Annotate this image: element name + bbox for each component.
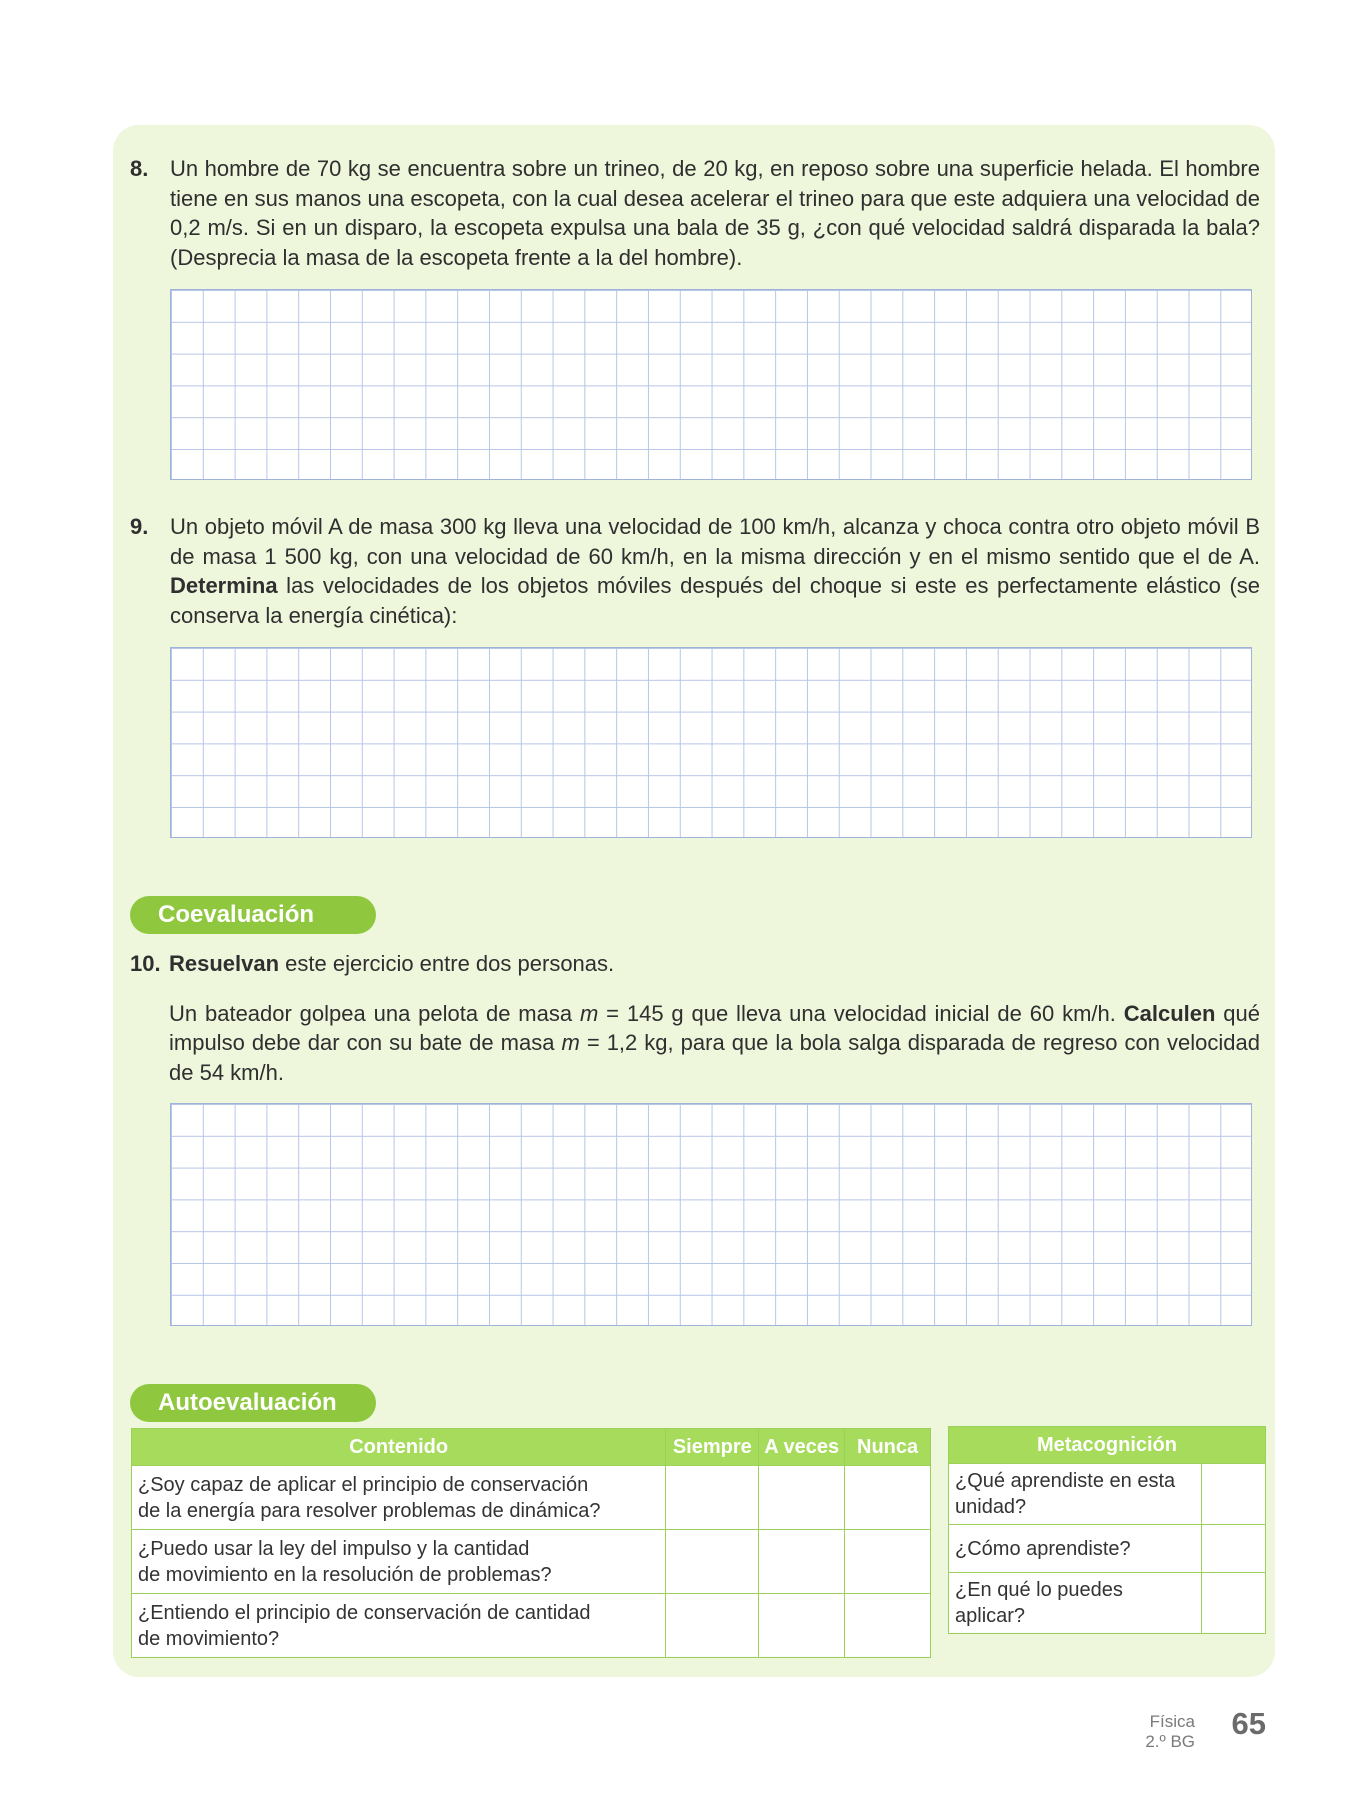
table-row	[949, 1464, 1266, 1525]
autoevaluacion-badge: Autoevaluación	[130, 1384, 376, 1422]
cell-a-veces[interactable]	[759, 1530, 845, 1594]
row-content	[132, 1530, 666, 1594]
cell-nunca[interactable]	[845, 1594, 931, 1658]
table-row	[132, 1530, 931, 1594]
question-9	[130, 512, 1260, 630]
question-number: 8.	[130, 156, 149, 181]
question-number: 9.	[130, 514, 149, 539]
line: de movimiento en la resolución de problemas?	[138, 1563, 552, 1586]
line: unidad?	[955, 1496, 1027, 1518]
answer-cell[interactable]	[1202, 1573, 1266, 1634]
text-part: qué impulso debe dar con su bate de masa	[169, 1000, 1260, 1055]
header-siempre: Siempre	[666, 1429, 759, 1466]
cell-siempre[interactable]	[666, 1466, 759, 1530]
line: de movimiento?	[138, 1627, 280, 1650]
grade-level: 2.º BG	[1145, 1732, 1195, 1751]
table-row	[949, 1525, 1266, 1573]
bold-verb: Determina	[170, 573, 278, 598]
cell-nunca[interactable]	[845, 1466, 931, 1530]
text-part: Un objeto móvil A de masa 300 kg lleva una velocidad de 100 km/h, alcanza y choca contra otro objeto móvil B de masa 1 500 kg, con una velocidad de 60 km/h, en la misma dirección y en el mismo sentido que el de A.	[170, 514, 1260, 569]
text-part: este ejercicio entre dos personas.	[279, 951, 615, 976]
answer-grid-10[interactable]	[170, 1103, 1252, 1326]
row-content: ¿Cómo aprendiste?	[949, 1525, 1202, 1573]
page-number: 65	[1231, 1706, 1266, 1741]
row-content: ¿En qué lo puedes aplicar?	[949, 1573, 1202, 1634]
bold-verb: Calculen	[1123, 1000, 1216, 1026]
cell-nunca[interactable]	[845, 1530, 931, 1594]
question-10	[130, 949, 1260, 1087]
question-number: 10.	[130, 951, 161, 976]
footer-subject	[1145, 1712, 1195, 1752]
row-content	[132, 1594, 666, 1658]
text-part: Un bateador golpea una pelota de masa	[169, 1000, 580, 1026]
answer-grid-9[interactable]	[170, 647, 1252, 838]
autoevaluacion-table	[131, 1428, 931, 1658]
question-text: Un hombre de 70 kg se encuentra sobre un trineo, de 20 kg, en reposo sobre una superficie helada. El hombre tiene en sus manos una escopeta, con la cual desea acelerar el trineo para que este adquiera una velocidad de 0,2 m/s. Si en un disparo, la escopeta expulsa una bala de 35 g, ¿con qué velocidad saldrá disparada la bala? (Desprecia la masa de la escopeta frente a la del hombre).	[170, 156, 1260, 270]
bold-verb: Resuelvan	[169, 951, 280, 976]
table-row	[132, 1466, 931, 1530]
line: ¿Qué aprendiste en esta	[955, 1470, 1176, 1492]
question-intro	[169, 949, 1260, 979]
mass-symbol: m	[561, 1030, 580, 1055]
row-content	[949, 1464, 1202, 1525]
cell-siempre[interactable]	[666, 1530, 759, 1594]
coevaluacion-badge: Coevaluación	[130, 896, 376, 934]
cell-a-veces[interactable]	[759, 1594, 845, 1658]
answer-grid-8[interactable]	[170, 289, 1252, 480]
row-content	[132, 1466, 666, 1530]
cell-a-veces[interactable]	[759, 1466, 845, 1530]
answer-cell[interactable]	[1202, 1464, 1266, 1525]
text-part: = 1,2 kg, para que la bola salga disparada de regreso con velocidad de 54 km/h.	[169, 1030, 1260, 1085]
answer-cell[interactable]	[1202, 1525, 1266, 1573]
text-part: = 145 g que lleva una velocidad inicial de 60 km/h.	[598, 1000, 1124, 1026]
question-text	[169, 999, 1260, 1088]
line: ¿Puedo usar la ley del impulso y la cantidad	[138, 1537, 530, 1560]
header-nunca: Nunca	[845, 1429, 931, 1466]
line: ¿Entiendo el principio de conservación de cantidad	[138, 1601, 591, 1624]
header-metacognicion: Metacognición	[949, 1427, 1266, 1464]
question-8	[130, 154, 1260, 272]
line: ¿Soy capaz de aplicar el principio de conservación	[138, 1473, 589, 1496]
question-text	[170, 512, 1260, 630]
metacognicion-table	[948, 1426, 1266, 1634]
table-row	[949, 1573, 1266, 1634]
subject-name: Física	[1149, 1712, 1195, 1731]
text-part: las velocidades de los objetos móviles después del choque si este es perfectamente elástico (se conserva la energía cinética):	[170, 573, 1260, 628]
table-row	[132, 1594, 931, 1658]
cell-siempre[interactable]	[666, 1594, 759, 1658]
mass-symbol: m	[579, 1000, 599, 1026]
header-contenido: Contenido	[132, 1429, 666, 1466]
line: de la energía para resolver problemas de dinámica?	[138, 1499, 601, 1522]
header-a-veces: A veces	[759, 1429, 845, 1466]
